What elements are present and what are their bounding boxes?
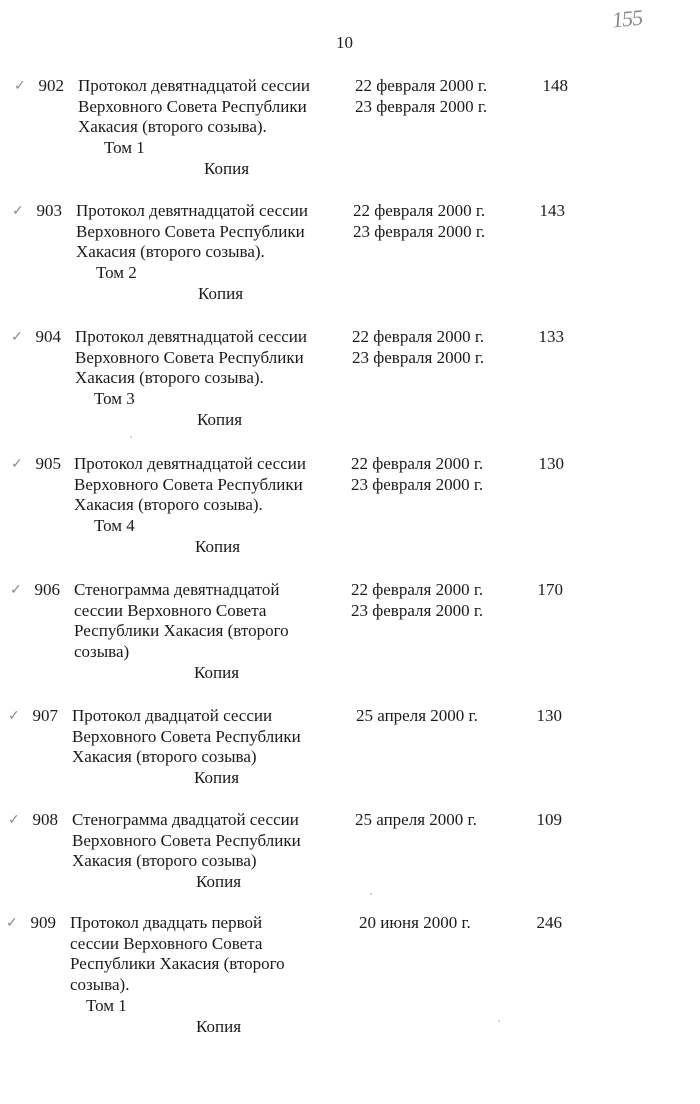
description-line: созыва) (74, 641, 130, 661)
entry-description (75, 327, 345, 389)
date-line: 25 апреля 2000 г. (356, 706, 478, 725)
description-line: Протокол девятнадцатой сессии (74, 454, 306, 473)
entry-dates (351, 580, 483, 621)
description-line: Протокол девятнадцатой сессии (75, 327, 307, 346)
description-line: сессии Верховного Совета (74, 600, 267, 620)
inventory-entry (0, 913, 700, 1036)
description-line: созыва). (70, 974, 130, 994)
entry-number: 909 (30, 913, 56, 932)
date-line: 25 апреля 2000 г. (355, 810, 477, 829)
entry-description (76, 201, 346, 263)
description-line: Верховного Совета Республики (72, 830, 301, 850)
date-line: 22 февраля 2000 г. (353, 201, 486, 220)
checkmark-icon: ✓ (11, 457, 23, 472)
description-line: Верховного Совета Республики (75, 347, 304, 367)
checkmark-icon: ✓ (12, 204, 24, 219)
date-line: 23 февраля 2000 г. (355, 96, 488, 116)
copy-label: Копия (204, 159, 250, 178)
description-line: Стенограмма девятнадцатой (74, 580, 280, 599)
copy-label: Копия (197, 410, 243, 429)
scan-speck (130, 436, 132, 438)
description-line: Хакасия (второго созыва) (72, 747, 257, 766)
copy-label: Копия (196, 872, 242, 891)
entry-description (74, 580, 344, 662)
description-line: Протокол девятнадцатой сессии (78, 76, 310, 95)
checkmark-icon: ✓ (10, 583, 22, 598)
description-line: Протокол двадцатой сессии (72, 706, 273, 725)
checkmark-icon: ✓ (14, 79, 26, 94)
date-line: 22 февраля 2000 г. (351, 454, 484, 473)
copy-label: Копия (196, 1017, 242, 1036)
description-line: Протокол двадцать первой (70, 913, 263, 932)
date-line: 22 февраля 2000 г. (351, 580, 484, 599)
entry-dates (352, 327, 484, 368)
sheet-count: 130 (536, 706, 562, 725)
sheet-count: 148 (542, 76, 568, 95)
inventory-entry (0, 810, 700, 930)
copy-label: Копия (195, 537, 241, 556)
scan-speck (498, 1020, 500, 1022)
sheet-count: 109 (536, 810, 562, 829)
description-line: Хакасия (второго созыва). (76, 242, 265, 261)
date-line: 23 февраля 2000 г. (351, 600, 484, 620)
inventory-entry (0, 454, 700, 574)
description-line: Республики Хакасия (второго (70, 954, 285, 973)
date-line: 23 февраля 2000 г. (351, 474, 484, 494)
entry-dates (355, 76, 487, 117)
inventory-entry (0, 580, 700, 700)
description-line: Протокол девятнадцатой сессии (76, 201, 308, 220)
entry-dates (356, 706, 478, 727)
date-line: 23 февраля 2000 г. (352, 347, 485, 367)
page-number: 10 (336, 33, 353, 52)
description-line: Стенограмма двадцатой сессии (72, 810, 299, 829)
volume-label: Том 2 (96, 263, 137, 282)
checkmark-icon: ✓ (8, 813, 20, 828)
inventory-entry (0, 327, 700, 447)
checkmark-icon: ✓ (11, 330, 23, 345)
entry-number: 908 (32, 810, 58, 829)
volume-label: Том 1 (86, 996, 127, 1015)
description-line: Хакасия (второго созыва). (74, 495, 263, 514)
checkmark-icon: ✓ (8, 709, 20, 724)
sheet-count: 246 (536, 913, 562, 932)
description-line: Верховного Совета Республики (76, 221, 305, 241)
volume-label: Том 4 (94, 516, 135, 535)
sheet-count: 143 (539, 201, 565, 220)
volume-label: Том 3 (94, 389, 135, 408)
inventory-entry (0, 201, 700, 321)
entry-description (72, 810, 342, 872)
description-line: Верховного Совета Республики (74, 474, 303, 494)
description-line: Хакасия (второго созыва). (78, 117, 267, 136)
description-line: сессии Верховного Совета (70, 933, 263, 953)
entry-dates (355, 810, 477, 831)
entry-description (70, 913, 340, 995)
date-line: 22 февраля 2000 г. (352, 327, 485, 346)
entry-number: 907 (32, 706, 58, 725)
date-line: 22 февраля 2000 г. (355, 76, 488, 95)
description-line: Верховного Совета Республики (78, 96, 307, 116)
date-line: 23 февраля 2000 г. (353, 221, 486, 241)
copy-label: Копия (194, 768, 240, 787)
scan-speck (370, 893, 372, 895)
entry-dates (351, 454, 483, 495)
sheet-count: 170 (537, 580, 563, 599)
description-line: Республики Хакасия (второго (74, 621, 289, 640)
entry-description (72, 706, 342, 768)
sheet-count: 130 (538, 454, 564, 473)
entry-number: 902 (38, 76, 64, 95)
description-line: Хакасия (второго созыва). (75, 368, 264, 387)
inventory-entry (0, 706, 700, 826)
sheet-count: 133 (538, 327, 564, 346)
entry-number: 903 (36, 201, 62, 220)
copy-label: Копия (198, 284, 244, 303)
entry-number: 905 (35, 454, 61, 473)
handwritten-folio-number: 155 (610, 4, 644, 33)
checkmark-icon: ✓ (6, 916, 18, 931)
entry-description (74, 454, 344, 516)
date-line: 20 июня 2000 г. (359, 913, 471, 932)
entry-dates (353, 201, 485, 242)
description-line: Верховного Совета Республики (72, 726, 301, 746)
entry-dates (359, 913, 471, 934)
entry-number: 904 (35, 327, 61, 346)
inventory-entry (0, 76, 700, 196)
copy-label: Копия (194, 663, 240, 682)
volume-label: Том 1 (104, 138, 145, 157)
entry-description (78, 76, 348, 138)
entry-number: 906 (34, 580, 60, 599)
description-line: Хакасия (второго созыва) (72, 851, 257, 870)
